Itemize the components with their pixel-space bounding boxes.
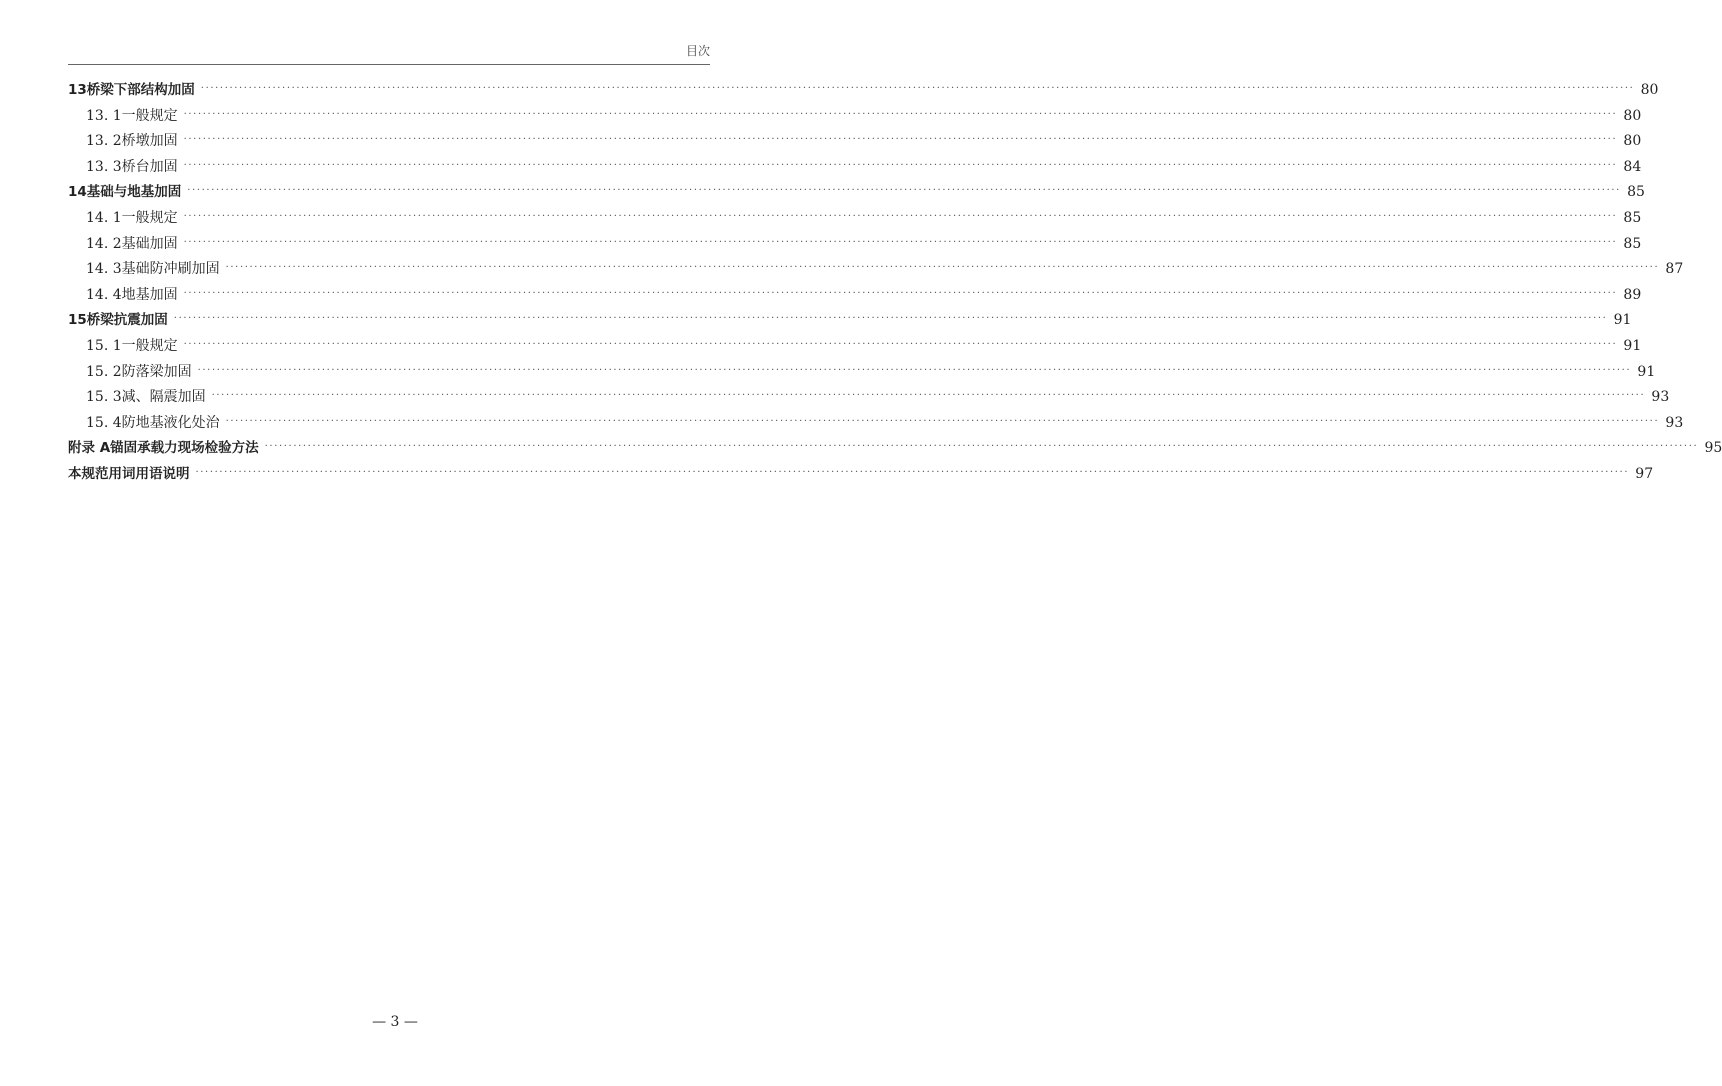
toc-entry-page: 91	[1623, 337, 1642, 354]
toc-entry-title: 桥台加固	[121, 158, 178, 175]
toc-leader-dots: ············································································································································································································································································································	[183, 108, 1618, 120]
toc-entry-title: 一般规定	[121, 107, 178, 124]
toc-entry-number: 14. 4	[86, 286, 122, 303]
toc-entry-number: 13	[68, 82, 87, 98]
toc-entry-page: 97	[1635, 465, 1654, 482]
toc-leader-dots: ············································································································································································································································································································	[173, 313, 1608, 325]
toc-leader-dots: ············································································································································································································································································································	[225, 262, 1660, 274]
toc-entry[interactable]	[68, 78, 1659, 104]
toc-leader-dots: ············································································································································································································································································································	[183, 236, 1618, 248]
toc-leader-dots: ············································································································································································································································································································	[197, 364, 1632, 376]
toc-entry-page: 91	[1613, 312, 1632, 329]
toc-entry-title: 一般规定	[121, 337, 178, 354]
toc-entry-number: 15. 4	[86, 414, 122, 431]
toc-leader-dots: ············································································································································································································································································································	[183, 338, 1618, 350]
toc-entry-number: 13. 2	[86, 133, 122, 150]
toc-entry-page: 85	[1627, 184, 1645, 201]
toc-entry-title: 本规范用词用语说明	[68, 465, 190, 482]
table-of-contents	[68, 78, 1722, 488]
toc-entry-page: 85	[1623, 209, 1642, 226]
toc-entry[interactable]	[68, 155, 1642, 181]
toc-entry-number: 14. 1	[86, 209, 122, 226]
toc-leader-dots: ············································································································································································································································································································	[183, 210, 1618, 222]
toc-entry-number: 15. 1	[86, 337, 122, 354]
toc-entry[interactable]	[68, 462, 1654, 488]
toc-entry[interactable]	[68, 283, 1642, 309]
toc-entry-number: 15. 2	[86, 363, 122, 380]
toc-leader-dots: ············································································································································································································································································································	[195, 466, 1630, 478]
toc-entry-number: 14	[68, 184, 87, 201]
toc-entry-number: 14. 3	[86, 261, 122, 278]
toc-entry-title: 防落梁加固	[121, 363, 192, 380]
toc-leader-dots: ············································································································································································································································································································	[183, 134, 1618, 146]
toc-entry-page: 80	[1623, 107, 1642, 124]
toc-entry[interactable]	[68, 411, 1684, 437]
toc-leader-dots: ············································································································································································································································································································	[183, 287, 1618, 299]
toc-entry-page: 91	[1637, 363, 1656, 380]
toc-entry[interactable]	[68, 334, 1642, 360]
toc-entry-page: 87	[1665, 261, 1684, 278]
toc-entry-number: 13. 3	[86, 158, 122, 175]
toc-entry-page: 93	[1665, 414, 1684, 431]
toc-entry-title: 基础防冲刷加固	[121, 261, 220, 278]
toc-entry-number: 13. 1	[86, 107, 122, 124]
toc-entry[interactable]	[68, 308, 1632, 334]
toc-entry[interactable]	[68, 360, 1656, 386]
toc-entry-page: 85	[1623, 235, 1642, 252]
toc-entry-page: 80	[1640, 82, 1659, 98]
toc-entry-page: 84	[1623, 158, 1642, 175]
toc-entry-title: 桥梁抗震加固	[86, 312, 168, 329]
toc-leader-dots: ············································································································································································································································································································	[264, 441, 1699, 453]
toc-entry-title: 桥梁下部结构加固	[86, 82, 195, 98]
toc-entry[interactable]	[68, 436, 1722, 462]
toc-leader-dots: ············································································································································································································································································································	[183, 159, 1618, 171]
toc-entry[interactable]	[68, 385, 1670, 411]
toc-entry-page: 95	[1704, 440, 1722, 457]
toc-leader-dots: ············································································································································································································································································································	[200, 83, 1635, 94]
page-number: — 3 —	[372, 1014, 418, 1030]
toc-entry-number: 15. 3	[86, 389, 122, 406]
header-label: 目次	[685, 44, 710, 58]
toc-entry-page: 89	[1623, 286, 1642, 303]
toc-entry-title: 防地基液化处治	[121, 414, 220, 431]
toc-entry-title: 桥墩加固	[121, 133, 178, 150]
toc-entry-title: 一般规定	[121, 209, 178, 226]
toc-leader-dots: ············································································································································································································································································································	[187, 185, 1621, 197]
toc-entry-title: 锚固承载力现场检验方法	[110, 440, 259, 457]
toc-entry[interactable]	[68, 206, 1642, 232]
toc-entry-title: 基础与地基加固	[86, 184, 182, 201]
toc-leader-dots: ············································································································································································································································································································	[211, 390, 1646, 402]
toc-entry-number: 14. 2	[86, 235, 122, 252]
toc-entry[interactable]	[68, 129, 1642, 155]
toc-entry[interactable]	[68, 104, 1642, 130]
page-header	[68, 40, 710, 65]
toc-entry[interactable]	[68, 180, 1645, 206]
toc-entry-page: 93	[1651, 389, 1670, 406]
toc-entry-number: 15	[68, 312, 87, 329]
toc-entry-title: 基础加固	[121, 235, 178, 252]
toc-entry-title: 减、隔震加固	[121, 389, 206, 406]
toc-entry-title: 地基加固	[121, 286, 178, 303]
toc-entry[interactable]	[68, 232, 1642, 258]
toc-entry-number: 附录 A	[68, 440, 111, 457]
toc-leader-dots: ············································································································································································································································································································	[225, 415, 1660, 427]
toc-entry-page: 80	[1623, 133, 1642, 150]
toc-entry[interactable]	[68, 257, 1684, 283]
